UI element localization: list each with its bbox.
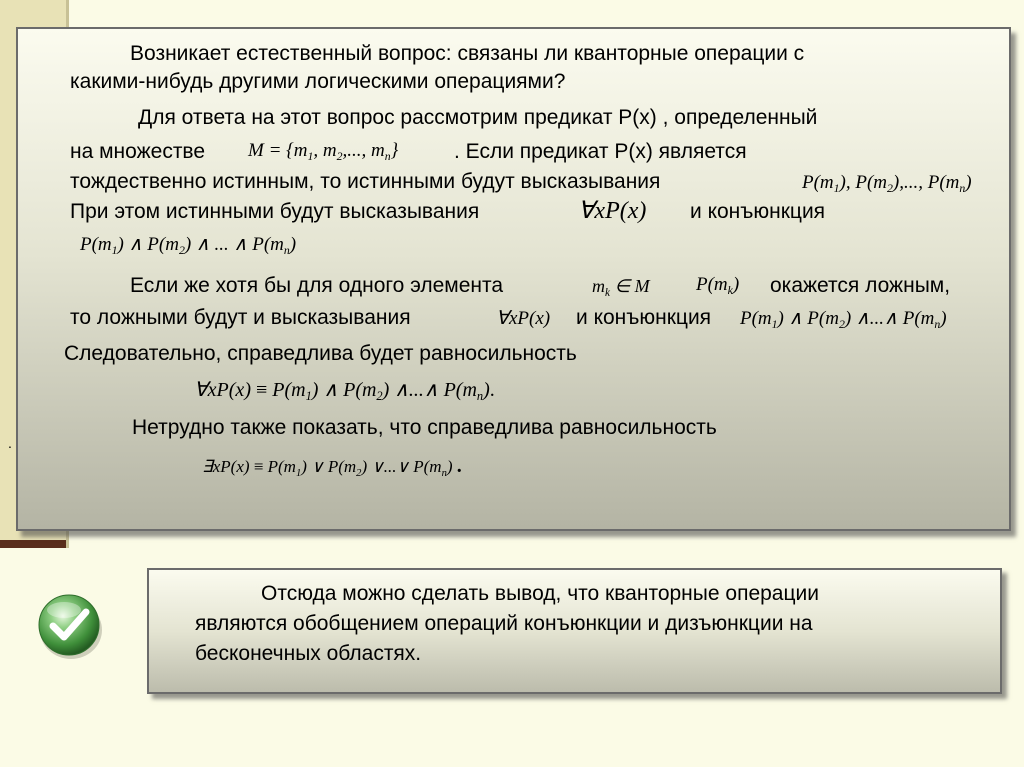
conclusion-line3: бесконечных областях. (195, 642, 422, 665)
formula-exists-equivalence: ∃xP(x) ≡ $P(m_1)$ ∨ $P(m_2)$ ∨...∨ $P(m_n)$ . (202, 455, 462, 479)
para5-line1: Нетрудно также показать, что справедлива равносильность (132, 416, 717, 439)
formula-forall-px-small: ∀xP(x) (496, 308, 551, 329)
para3-line1-end: окажется ложным, (770, 274, 951, 297)
para2-line2-end: . Если предикат P(x) является (454, 140, 747, 163)
conclusion-line2: являются обобщением операций конъюнкции и дизъюнкции на (195, 612, 813, 635)
check-mark-icon (34, 590, 106, 662)
main-text-panel (16, 27, 1011, 531)
formula-conjunction-2: $P(m_1)$ ∧ $P(m_2)$ ∧...∧ $P(m_n)$ (740, 308, 947, 331)
para2-line3: тождественно истинным, то истинными будут высказывания (70, 170, 661, 193)
conclusion-panel (147, 568, 1002, 694)
para2-line1: Для ответа на этот вопрос рассмотрим предикат P(x) , определенный (138, 106, 818, 129)
para1-line2: какими-нибудь другими логическими операциями? (70, 70, 566, 93)
para3-line2-mid: и конъюнкция (576, 306, 712, 329)
para3-line2: то ложными будут и высказывания (70, 306, 411, 329)
formula-set-m: $M = \{m_1$, $m_2$,..., $m_n$} (248, 140, 399, 163)
formula-mk-in-m: $m_k$ ∈ M (592, 276, 650, 299)
para2-line4-end: и конъюнкция (690, 200, 826, 223)
formula-p-mk: $P(m_k)$ (696, 274, 740, 297)
formula-predicate-values: $P(m_1)$, $P(m_2)$,..., $P(m_n)$ (802, 172, 972, 195)
stray-dot: . (8, 435, 12, 451)
formula-conjunction: $P(m_1)$ ∧ $P(m_2)$ ∧ ... ∧ $P(m_n)$ (80, 234, 297, 257)
para3-line1: Если же хотя бы для одного элемента (130, 274, 504, 297)
formula-forall-equivalence: ∀xP(x) ≡ $P(m_1)$ ∧ $P(m_2)$ ∧...∧ $P(m_n)$. (194, 379, 495, 403)
formula-forall-px: ∀xP(x) (578, 198, 647, 224)
para4-line1: Следовательно, справедлива будет равносильность (64, 342, 577, 365)
accent-bar (0, 540, 66, 548)
para2-line4: При этом истинными будут высказывания (70, 200, 480, 223)
conclusion-line1: Отсюда можно сделать вывод, что кванторные операции (261, 582, 819, 605)
para2-line2: на множестве (70, 140, 206, 163)
para1-line1: Возникает естественный вопрос: связаны ли кванторные операции с (130, 42, 805, 65)
